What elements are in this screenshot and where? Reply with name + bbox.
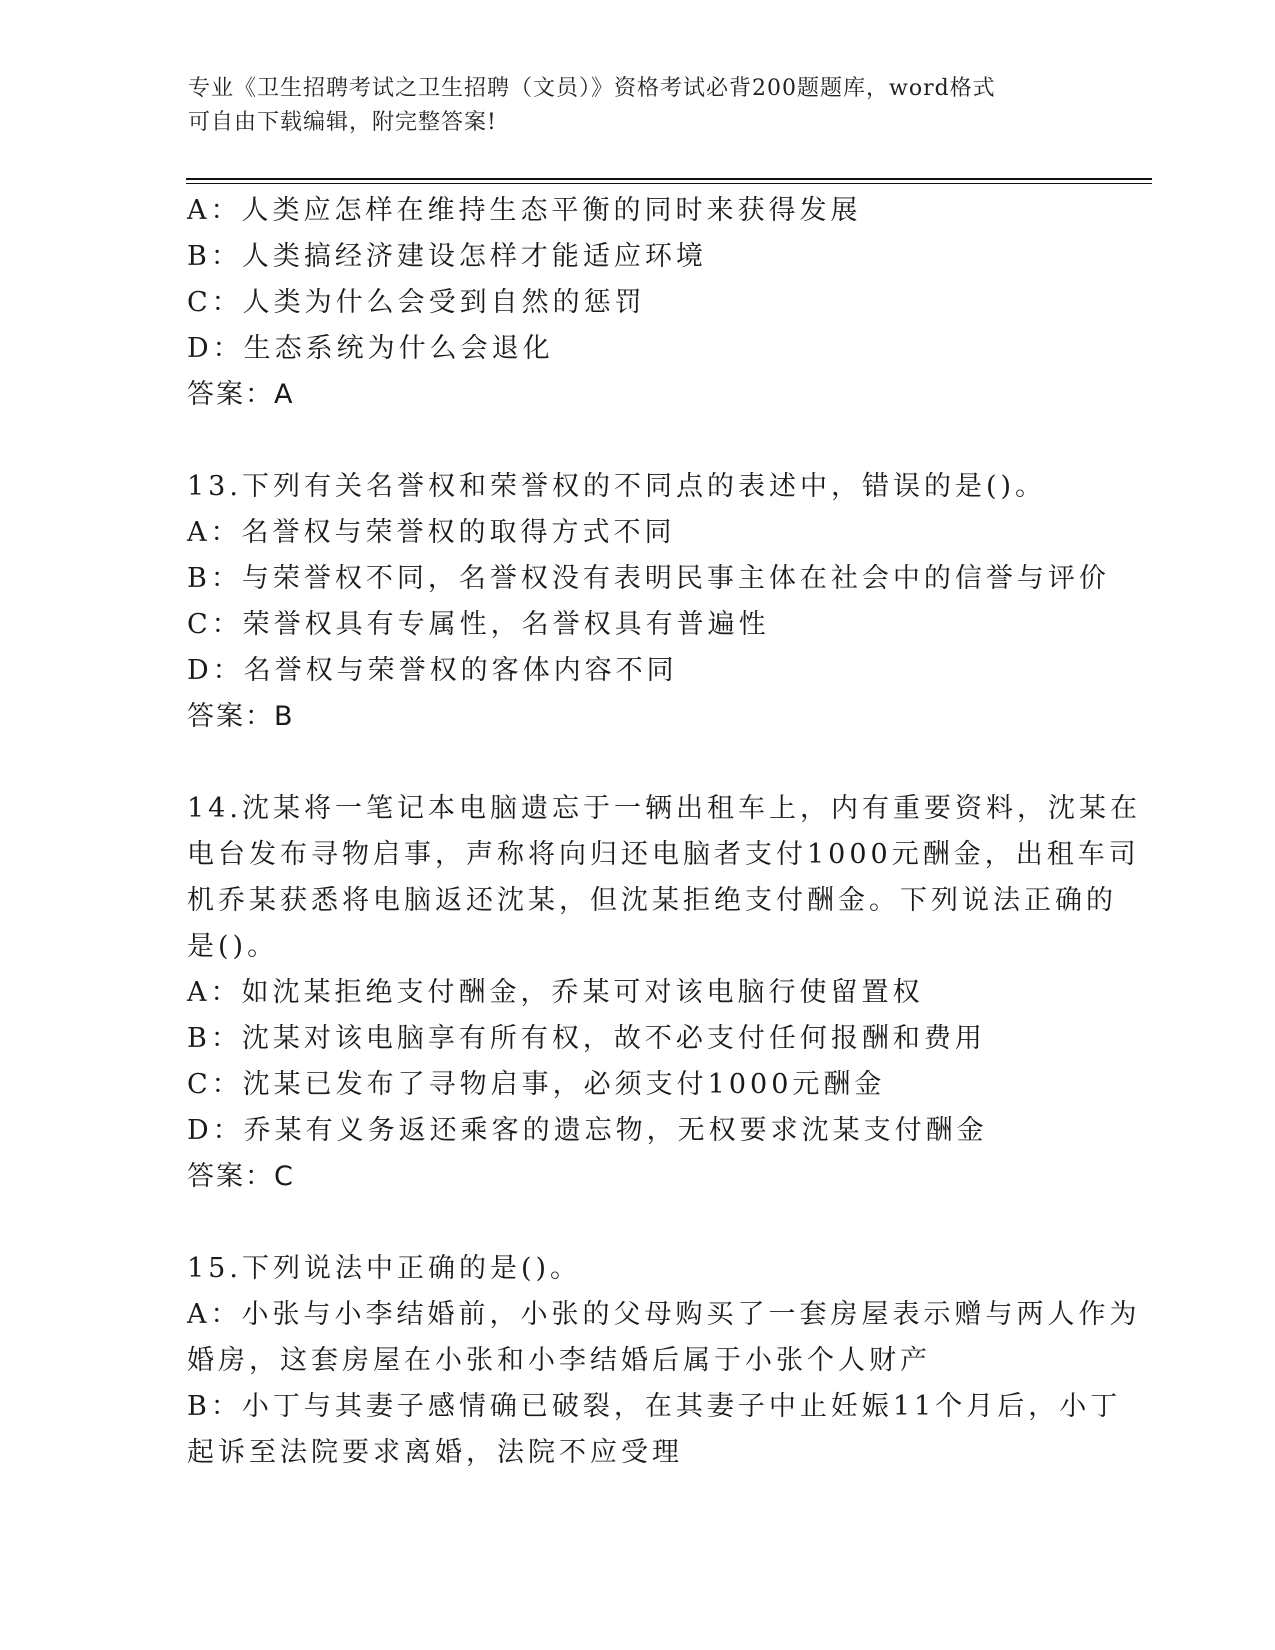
- option-b: B：与荣誉权不同，名誉权没有表明民事主体在社会中的信誉与评价: [187, 563, 1110, 594]
- question-stem: 15.下列说法中正确的是()。: [187, 1253, 582, 1284]
- question-stem: 是()。: [187, 931, 279, 962]
- option-a: A：人类应怎样在维持生态平衡的同时来获得发展: [187, 195, 862, 226]
- page-header: [188, 72, 1088, 140]
- answer-line: 答案：B: [187, 701, 295, 732]
- spacer: [187, 418, 1087, 464]
- question-12: [187, 188, 1087, 418]
- option-a-continued: 婚房，这套房屋在小张和小李结婚后属于小张个人财产: [187, 1345, 931, 1376]
- question-stem: 14.沈某将一笔记本电脑遗忘于一辆出租车上，内有重要资料，沈某在: [187, 793, 1141, 824]
- question-content: [187, 188, 1141, 1476]
- question-13: [187, 464, 1110, 740]
- option-c: C：沈某已发布了寻物启事，必须支付1000元酬金: [187, 1069, 886, 1100]
- option-c: C：人类为什么会受到自然的惩罚: [187, 287, 646, 318]
- option-d: D：生态系统为什么会退化: [187, 333, 554, 364]
- option-b-continued: 起诉至法院要求离婚，法院不应受理: [187, 1437, 683, 1468]
- option-a: A：如沈某拒绝支付酬金，乔某可对该电脑行使留置权: [187, 977, 924, 1008]
- question-stem: 机乔某获悉将电脑返还沈某，但沈某拒绝支付酬金。下列说法正确的: [187, 885, 1117, 916]
- option-a: A：小张与小李结婚前，小张的父母购买了一套房屋表示赠与两人作为: [187, 1299, 1141, 1330]
- question-15: [187, 1246, 1141, 1476]
- spacer: [187, 1200, 1087, 1246]
- header-line-1: 专业《卫生招聘考试之卫生招聘（文员）》资格考试必背200题题库，word格式: [188, 76, 996, 101]
- option-b: B：沈某对该电脑享有所有权，故不必支付任何报酬和费用: [187, 1023, 986, 1054]
- option-c: C：荣誉权具有专属性，名誉权具有普遍性: [187, 609, 770, 640]
- answer-line: 答案：A: [187, 379, 295, 410]
- option-d: D：乔某有义务返还乘客的遗忘物，无权要求沈某支付酬金: [187, 1115, 988, 1146]
- question-stem: 13.下列有关名誉权和荣誉权的不同点的表述中，错误的是()。: [187, 471, 1047, 502]
- question-14: [187, 786, 1141, 1200]
- header-rule-thin: [186, 183, 1152, 184]
- header-line-2: 可自由下载编辑，附完整答案!: [188, 110, 497, 135]
- spacer: [187, 740, 1087, 786]
- option-a: A：名誉权与荣誉权的取得方式不同: [187, 517, 676, 548]
- option-d: D：名誉权与荣誉权的客体内容不同: [187, 655, 678, 686]
- answer-line: 答案：C: [187, 1161, 295, 1192]
- option-b: B：人类搞经济建设怎样才能适应环境: [187, 241, 707, 272]
- question-stem: 电台发布寻物启事，声称将向归还电脑者支付1000元酬金，出租车司: [187, 839, 1140, 870]
- header-rule-thick: [186, 178, 1152, 180]
- option-b: B：小丁与其妻子感情确已破裂，在其妻子中止妊娠11个月后，小丁: [187, 1391, 1122, 1422]
